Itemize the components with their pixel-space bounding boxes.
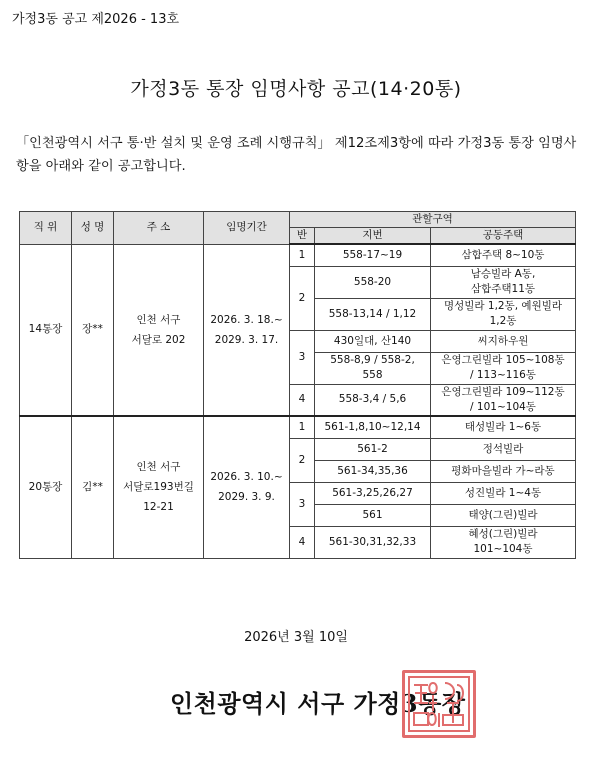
table-row	[20, 416, 576, 438]
row-housing: 태성빌라 1~6동	[431, 416, 576, 438]
row-housing: 혜성(그린)빌라 101~104동	[431, 526, 576, 558]
row-ban: 2	[290, 438, 315, 482]
header-ban: 반	[290, 228, 315, 245]
row-term: 2026. 3. 18.~ 2029. 3. 17.	[204, 244, 290, 416]
row-lot: 430일대, 산140	[315, 330, 431, 352]
row-position: 14통장	[20, 244, 72, 416]
row-housing: 은영그린빌라 109~112동 / 101~104동	[431, 384, 576, 416]
table-row	[20, 244, 576, 266]
row-ban: 1	[290, 416, 315, 438]
row-housing: 남승빌라 A동, 삼합주택11동	[431, 266, 576, 298]
table-body	[20, 244, 576, 558]
header-area: 관할구역	[290, 212, 576, 228]
header-housing: 공동주택	[431, 228, 576, 245]
intro-text: 「인천광역시 서구 통·반 설치 및 운영 조례 시행규칙」 제12조제3항에 따라 가정3동 통장 임명사항을 아래와 같이 공고합니다.	[16, 136, 577, 174]
notice-number: 가정3동 공고 제2026 - 13호	[12, 12, 180, 27]
row-lot: 561	[315, 504, 431, 526]
row-lot: 561-30,31,32,33	[315, 526, 431, 558]
row-lot: 561-2	[315, 438, 431, 460]
page-title: 가정3동 통장 임명사항 공고(14·20통)	[130, 78, 462, 100]
row-ban: 1	[290, 244, 315, 266]
row-lot: 558-3,4 / 5,6	[315, 384, 431, 416]
row-lot: 561-34,35,36	[315, 460, 431, 482]
row-housing: 명성빌라 1,2동, 예원빌라 1,2동	[431, 298, 576, 330]
official-seal	[402, 670, 476, 738]
header-position: 직 위	[20, 212, 72, 245]
header-lot: 지번	[315, 228, 431, 245]
row-housing: 은영그린빌라 105~108동 / 113~116동	[431, 352, 576, 384]
row-lot: 558-17~19	[315, 244, 431, 266]
row-lot: 558-8,9 / 558-2, 558	[315, 352, 431, 384]
row-housing: 정석빌라	[431, 438, 576, 460]
row-lot: 561-1,8,10~12,14	[315, 416, 431, 438]
seal-icon	[405, 673, 473, 735]
header-term: 임명기간	[204, 212, 290, 245]
row-ban: 4	[290, 384, 315, 416]
row-term: 2026. 3. 10.~ 2029. 3. 9.	[204, 416, 290, 558]
row-housing: 평화마을빌라 가~라동	[431, 460, 576, 482]
row-housing: 삼합주택 8~10동	[431, 244, 576, 266]
row-address: 인천 서구 서달로 202	[114, 244, 204, 416]
row-housing: 성진빌라 1~4동	[431, 482, 576, 504]
row-address: 인천 서구 서달로193번길 12-21	[114, 416, 204, 558]
row-lot: 561-3,25,26,27	[315, 482, 431, 504]
row-ban: 4	[290, 526, 315, 558]
header-address: 주 소	[114, 212, 204, 245]
row-name: 김**	[72, 416, 114, 558]
row-position: 20통장	[20, 416, 72, 558]
row-housing: 씨지하우원	[431, 330, 576, 352]
row-ban: 3	[290, 330, 315, 384]
row-ban: 2	[290, 266, 315, 330]
row-lot: 558-13,14 / 1,12	[315, 298, 431, 330]
header-name: 성 명	[72, 212, 114, 245]
appointment-table	[19, 211, 576, 559]
notice-date: 2026년 3월 10일	[244, 630, 348, 645]
row-lot: 558-20	[315, 266, 431, 298]
row-housing: 태양(그린)빌라	[431, 504, 576, 526]
row-name: 장**	[72, 244, 114, 416]
signature: 인천광역시 서구 가정3동장	[170, 689, 466, 718]
row-ban: 3	[290, 482, 315, 526]
